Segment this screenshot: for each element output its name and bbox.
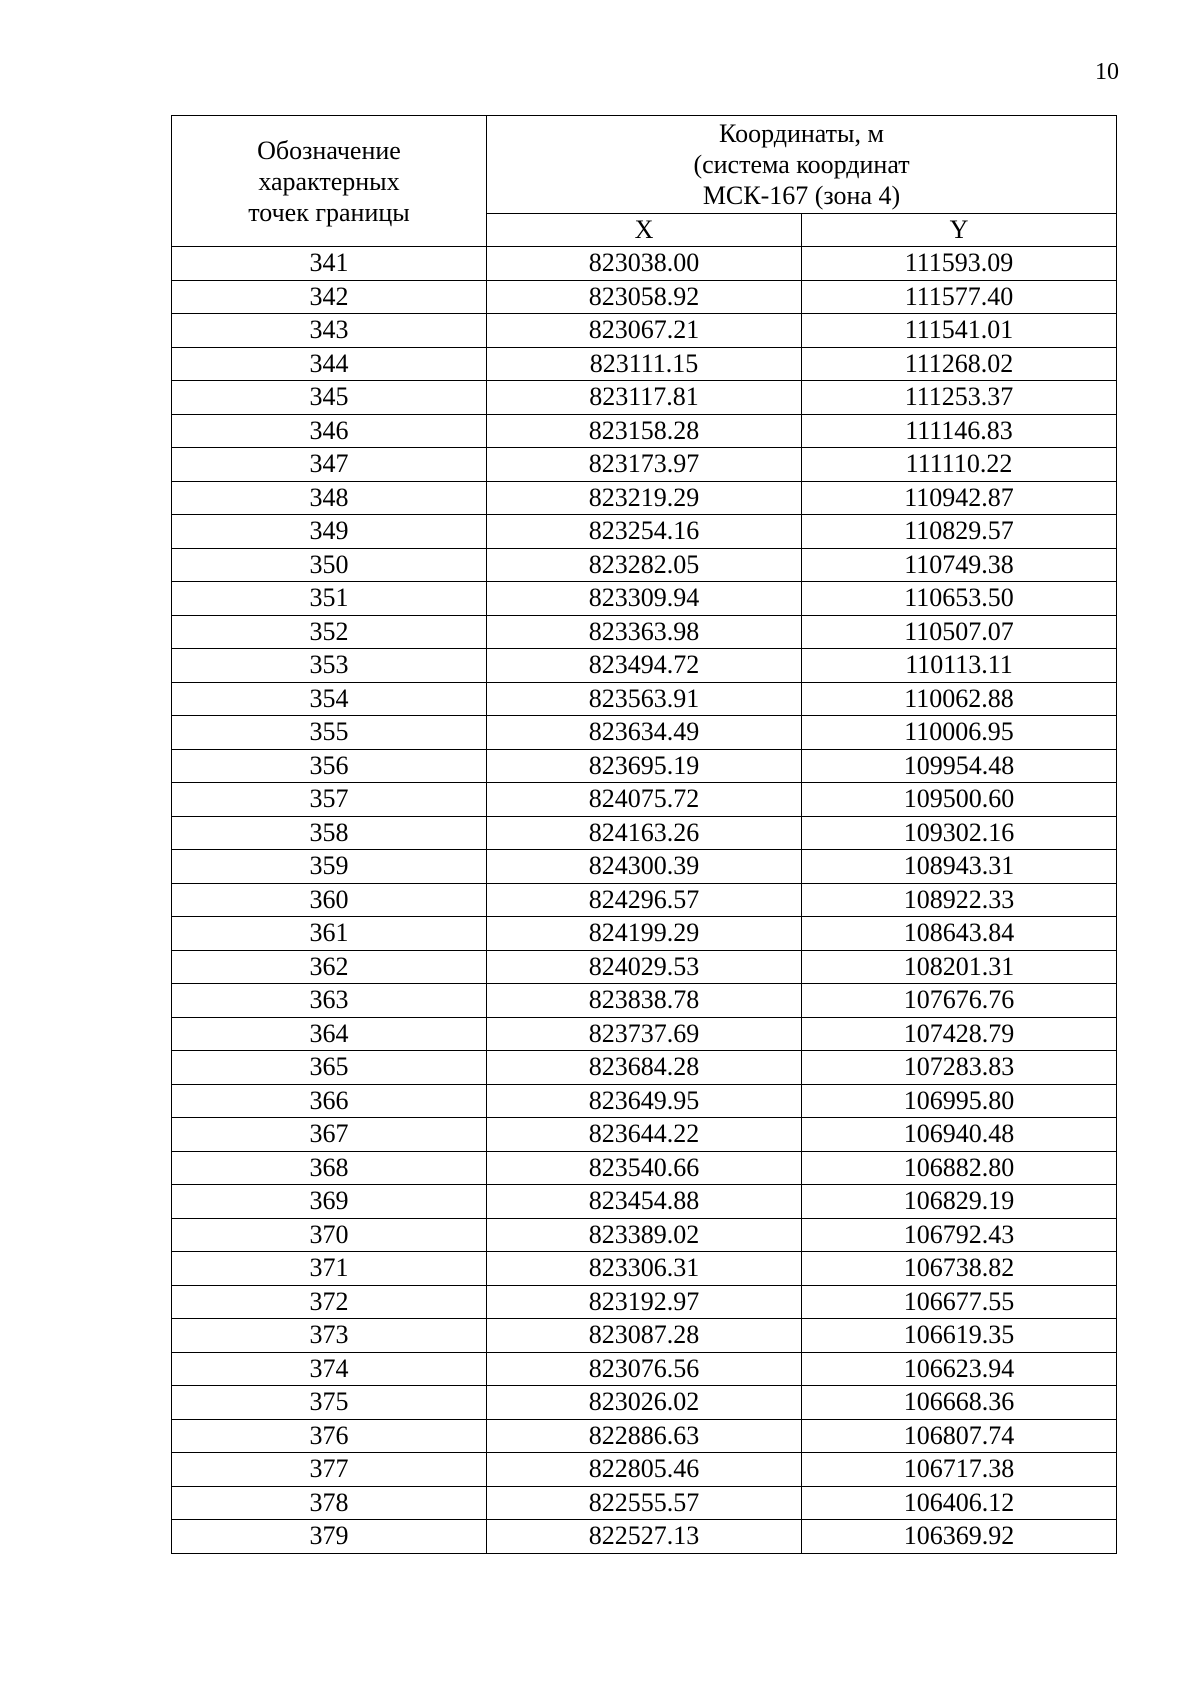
x-coordinate-cell: 823111.15	[487, 347, 802, 381]
point-cell: 346	[172, 414, 487, 448]
point-cell: 374	[172, 1352, 487, 1386]
point-cell: 343	[172, 314, 487, 348]
point-cell: 363	[172, 984, 487, 1018]
y-coordinate-cell: 108922.33	[802, 883, 1117, 917]
x-coordinate-cell: 823067.21	[487, 314, 802, 348]
table-row	[172, 1118, 1117, 1152]
y-coordinate-cell: 111541.01	[802, 314, 1117, 348]
x-coordinate-cell: 823644.22	[487, 1118, 802, 1152]
y-coordinate-cell: 108643.84	[802, 917, 1117, 951]
table-row	[172, 649, 1117, 683]
table-row	[172, 917, 1117, 951]
y-coordinate-cell: 110113.11	[802, 649, 1117, 683]
designation-header	[172, 116, 487, 247]
y-coordinate-cell: 108201.31	[802, 950, 1117, 984]
table-row	[172, 1352, 1117, 1386]
point-cell: 365	[172, 1051, 487, 1085]
point-cell: 351	[172, 582, 487, 616]
y-coordinate-cell: 108943.31	[802, 850, 1117, 884]
y-coordinate-cell: 106677.55	[802, 1285, 1117, 1319]
y-coordinate-cell: 106882.80	[802, 1151, 1117, 1185]
x-coordinate-cell: 823838.78	[487, 984, 802, 1018]
y-coordinate-cell: 110942.87	[802, 481, 1117, 515]
point-cell: 358	[172, 816, 487, 850]
x-coordinate-cell: 824163.26	[487, 816, 802, 850]
table-row	[172, 1151, 1117, 1185]
y-coordinate-cell: 110006.95	[802, 716, 1117, 750]
point-cell: 367	[172, 1118, 487, 1152]
y-coordinate-cell: 109302.16	[802, 816, 1117, 850]
point-cell: 347	[172, 448, 487, 482]
y-coordinate-cell: 110507.07	[802, 615, 1117, 649]
table-row	[172, 749, 1117, 783]
x-coordinate-cell: 823684.28	[487, 1051, 802, 1085]
y-coordinate-cell: 106995.80	[802, 1084, 1117, 1118]
table-row	[172, 883, 1117, 917]
point-cell: 372	[172, 1285, 487, 1319]
point-cell: 368	[172, 1151, 487, 1185]
x-coordinate-cell: 823219.29	[487, 481, 802, 515]
y-coordinate-cell: 106668.36	[802, 1386, 1117, 1420]
y-column-header: Y	[802, 214, 1117, 247]
y-coordinate-cell: 106619.35	[802, 1319, 1117, 1353]
y-coordinate-cell: 110653.50	[802, 582, 1117, 616]
y-coordinate-cell: 111110.22	[802, 448, 1117, 482]
x-coordinate-cell: 823737.69	[487, 1017, 802, 1051]
point-cell: 378	[172, 1486, 487, 1520]
x-coordinate-cell: 823309.94	[487, 582, 802, 616]
y-coordinate-cell: 106807.74	[802, 1419, 1117, 1453]
point-cell: 366	[172, 1084, 487, 1118]
x-coordinate-cell: 822527.13	[487, 1520, 802, 1554]
header-row	[172, 116, 1117, 214]
coordinates-table	[171, 115, 1117, 1554]
x-coordinate-cell: 823058.92	[487, 280, 802, 314]
table-row	[172, 1051, 1117, 1085]
x-column-header: X	[487, 214, 802, 247]
table-row	[172, 615, 1117, 649]
table-row	[172, 1520, 1117, 1554]
y-coordinate-cell: 111577.40	[802, 280, 1117, 314]
x-coordinate-cell: 822555.57	[487, 1486, 802, 1520]
point-cell: 376	[172, 1419, 487, 1453]
table-row	[172, 247, 1117, 281]
table-row	[172, 1486, 1117, 1520]
page-number: 10	[1095, 59, 1119, 85]
point-cell: 359	[172, 850, 487, 884]
point-cell: 354	[172, 682, 487, 716]
x-coordinate-cell: 824199.29	[487, 917, 802, 951]
y-coordinate-cell: 109954.48	[802, 749, 1117, 783]
x-coordinate-cell: 823306.31	[487, 1252, 802, 1286]
y-coordinate-cell: 111593.09	[802, 247, 1117, 281]
table-row	[172, 381, 1117, 415]
x-coordinate-cell: 823076.56	[487, 1352, 802, 1386]
point-cell: 364	[172, 1017, 487, 1051]
table-row	[172, 984, 1117, 1018]
y-coordinate-cell: 106792.43	[802, 1218, 1117, 1252]
x-coordinate-cell: 823282.05	[487, 548, 802, 582]
table-row	[172, 1017, 1117, 1051]
table-row	[172, 1319, 1117, 1353]
table-row	[172, 515, 1117, 549]
x-coordinate-cell: 824075.72	[487, 783, 802, 817]
table-row	[172, 414, 1117, 448]
y-coordinate-cell: 106369.92	[802, 1520, 1117, 1554]
point-cell: 349	[172, 515, 487, 549]
x-coordinate-cell: 824296.57	[487, 883, 802, 917]
table-row	[172, 1386, 1117, 1420]
x-coordinate-cell: 823540.66	[487, 1151, 802, 1185]
coordinates-header-line: (система координат	[693, 150, 910, 179]
y-coordinate-cell: 107283.83	[802, 1051, 1117, 1085]
y-coordinate-cell: 107676.76	[802, 984, 1117, 1018]
x-coordinate-cell: 822886.63	[487, 1419, 802, 1453]
table-row	[172, 1185, 1117, 1219]
point-cell: 348	[172, 481, 487, 515]
y-coordinate-cell: 106829.19	[802, 1185, 1117, 1219]
point-cell: 344	[172, 347, 487, 381]
x-coordinate-cell: 823038.00	[487, 247, 802, 281]
y-coordinate-cell: 110749.38	[802, 548, 1117, 582]
table-row	[172, 347, 1117, 381]
point-cell: 352	[172, 615, 487, 649]
table-row	[172, 1285, 1117, 1319]
x-coordinate-cell: 823026.02	[487, 1386, 802, 1420]
coordinates-header-line: Координаты, м	[719, 119, 884, 148]
point-cell: 373	[172, 1319, 487, 1353]
y-coordinate-cell: 111268.02	[802, 347, 1117, 381]
point-cell: 377	[172, 1453, 487, 1487]
point-cell: 342	[172, 280, 487, 314]
x-coordinate-cell: 823695.19	[487, 749, 802, 783]
designation-header-line: характерных	[258, 166, 400, 196]
table-row	[172, 1084, 1117, 1118]
x-coordinate-cell: 823117.81	[487, 381, 802, 415]
point-cell: 341	[172, 247, 487, 281]
table-row	[172, 850, 1117, 884]
coordinates-header-line: МСК-167 (зона 4)	[702, 181, 901, 210]
x-coordinate-cell: 823649.95	[487, 1084, 802, 1118]
table-body	[172, 247, 1117, 1554]
point-cell: 360	[172, 883, 487, 917]
y-coordinate-cell: 106717.38	[802, 1453, 1117, 1487]
table-row	[172, 1453, 1117, 1487]
x-coordinate-cell: 823634.49	[487, 716, 802, 750]
table-row	[172, 1218, 1117, 1252]
x-coordinate-cell: 823158.28	[487, 414, 802, 448]
point-cell: 370	[172, 1218, 487, 1252]
point-cell: 353	[172, 649, 487, 683]
table-header	[172, 116, 1117, 247]
point-cell: 362	[172, 950, 487, 984]
y-coordinate-cell: 109500.60	[802, 783, 1117, 817]
x-coordinate-cell: 822805.46	[487, 1453, 802, 1487]
table-row	[172, 280, 1117, 314]
designation-header-line: точек границы	[248, 197, 410, 227]
y-coordinate-cell: 106738.82	[802, 1252, 1117, 1286]
x-coordinate-cell: 823363.98	[487, 615, 802, 649]
y-coordinate-cell: 106940.48	[802, 1118, 1117, 1152]
x-coordinate-cell: 823494.72	[487, 649, 802, 683]
x-coordinate-cell: 823254.16	[487, 515, 802, 549]
coordinates-header	[487, 116, 1117, 214]
table-row	[172, 1419, 1117, 1453]
y-coordinate-cell: 111146.83	[802, 414, 1117, 448]
table-row	[172, 448, 1117, 482]
x-coordinate-cell: 824029.53	[487, 950, 802, 984]
point-cell: 355	[172, 716, 487, 750]
point-cell: 375	[172, 1386, 487, 1420]
designation-header-line: Обозначение	[257, 135, 401, 165]
x-coordinate-cell: 823454.88	[487, 1185, 802, 1219]
table-row	[172, 682, 1117, 716]
y-coordinate-cell: 107428.79	[802, 1017, 1117, 1051]
point-cell: 371	[172, 1252, 487, 1286]
point-cell: 350	[172, 548, 487, 582]
table-row	[172, 548, 1117, 582]
table-row	[172, 1252, 1117, 1286]
table-row	[172, 481, 1117, 515]
table-row	[172, 783, 1117, 817]
table-row	[172, 314, 1117, 348]
y-coordinate-cell: 106406.12	[802, 1486, 1117, 1520]
y-coordinate-cell: 106623.94	[802, 1352, 1117, 1386]
y-coordinate-cell: 111253.37	[802, 381, 1117, 415]
x-coordinate-cell: 823173.97	[487, 448, 802, 482]
x-coordinate-cell: 824300.39	[487, 850, 802, 884]
point-cell: 345	[172, 381, 487, 415]
x-coordinate-cell: 823087.28	[487, 1319, 802, 1353]
x-coordinate-cell: 823563.91	[487, 682, 802, 716]
point-cell: 356	[172, 749, 487, 783]
point-cell: 357	[172, 783, 487, 817]
x-coordinate-cell: 823192.97	[487, 1285, 802, 1319]
table-row	[172, 816, 1117, 850]
table-row	[172, 582, 1117, 616]
y-coordinate-cell: 110062.88	[802, 682, 1117, 716]
table-row	[172, 950, 1117, 984]
table-row	[172, 716, 1117, 750]
x-coordinate-cell: 823389.02	[487, 1218, 802, 1252]
y-coordinate-cell: 110829.57	[802, 515, 1117, 549]
point-cell: 361	[172, 917, 487, 951]
point-cell: 379	[172, 1520, 487, 1554]
point-cell: 369	[172, 1185, 487, 1219]
